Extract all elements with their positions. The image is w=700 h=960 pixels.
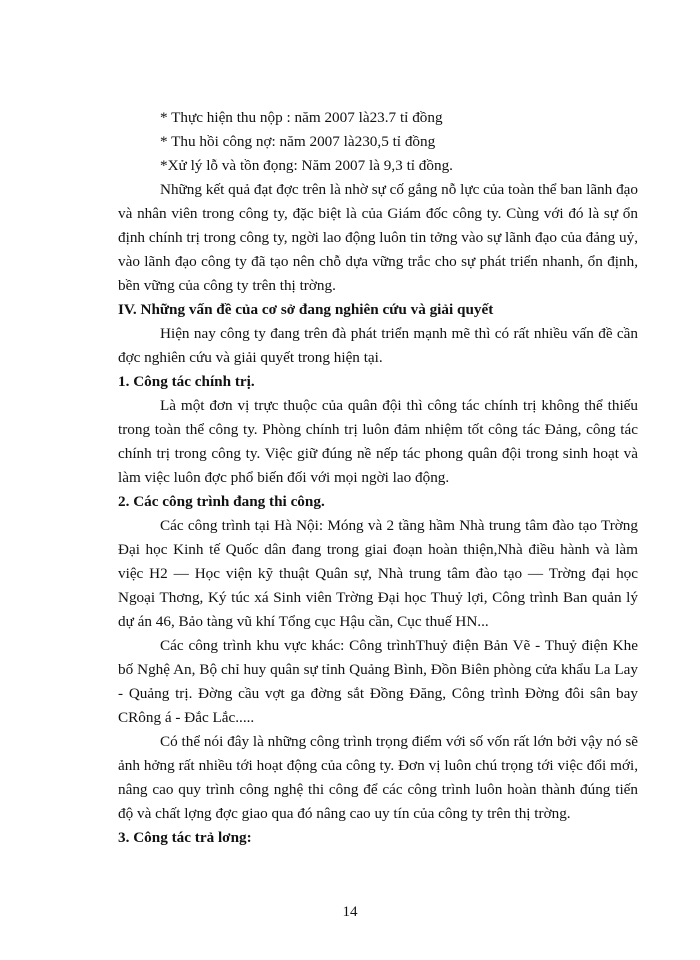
document-body — [118, 106, 638, 850]
paragraph-political-work: Là một đơn vị trực thuộc của quân đội thì công tác chính trị không thể thiếu trong toàn thể công ty. Phòng chính trị luôn đảm nhiệm tốt công tác Đảng, công tác chính trị trong công ty. Việc giữ đúng nề nếp tác phong quân đội trong sinh hoạt và làm việc luôn đợc phổ biến đối với mọi ngời lao động. — [118, 397, 638, 486]
page-number: 14 — [342, 904, 358, 920]
paragraph-results: Những kết quả đạt đợc trên là nhờ sự cố gắng nỗ lực của toàn thể ban lãnh đạo và nhân viên trong công ty, đặc biệt là của Giám đốc công ty. Cùng với đó là sự ổn định chính trị trong công ty, ngời lao động luôn tin tởng vào sự lãnh đạo của đảng uỷ, vào lãnh đạo công ty đã tạo nên chỗ dựa vững trắc cho sự phát triển nhanh, ổn định, bền vững của công ty trên thị trờng. — [118, 181, 638, 294]
heading-section-iv: IV. Những vấn đề của cơ sở đang nghiên cứu và giải quyết — [118, 301, 494, 318]
paragraph-other-projects: Các công trình khu vực khác: Công trìnhThuỷ điện Bản Vẽ - Thuỷ điện Khe bố Nghệ An, Bộ chỉ huy quân sự tỉnh Quảng Bình, Đồn Biên phòng cửa khẩu La Lay - Quảng trị. Đờng cầu vợt ga đờng sắt Đồng Đăng, Công trình Đờng đôi sân bay CRông á - Đắc Lắc..... — [118, 637, 638, 726]
paragraph-section-iv: Hiện nay công ty đang trên đà phát triển mạnh mẽ thì có rất nhiều vấn đề cần đợc nghiên cứu và giải quyết trong hiện tại. — [118, 325, 638, 366]
paragraph-key-projects: Có thể nói đây là những công trình trọng điểm với số vốn rất lớn bởi vậy nó sẽ ảnh hởng rất nhiều tới hoạt động của công ty. Đơn vị luôn chú trọng tới việc đổi mới, nâng cao quy trình công nghệ thi công để các công trình luôn hoàn thành đúng tiến độ và chất lợng đợc giao qua đó nâng cao uy tín của công ty trên thị trờng. — [118, 733, 638, 822]
heading-political-work: 1. Công tác chính trị. — [118, 373, 255, 390]
bullet-debt-recovery: * Thu hồi công nợ: năm 2007 là230,5 tỉ đồng — [160, 133, 436, 150]
bullet-loss-handling: *Xử lý lỗ và tồn đọng: Năm 2007 là 9,3 tỉ đồng. — [160, 157, 453, 174]
paragraph-hanoi-projects: Các công trình tại Hà Nội: Móng và 2 tầng hầm Nhà trung tâm đào tạo Trờng Đại học Kinh tế Quốc dân đang trong giai đoạn hoàn thiện,Nhà điều hành và làm việc H2 — Học viện kỹ thuật Quân sự, Nhà trung tâm đào tạo — Trờng đại học Ngoại Thơng, Ký túc xá Sinh viên Trờng Đại học Thuỷ lợi, Công trình Ban quản lý dự án 46, Bảo tàng vũ khí Tổng cục Hậu cần, Cục thuế HN... — [118, 517, 638, 630]
heading-construction-projects: 2. Các công trình đang thi công. — [118, 493, 325, 510]
heading-salary-work: 3. Công tác trả lơng: — [118, 829, 252, 846]
bullet-collection: * Thực hiện thu nộp : năm 2007 là23.7 tỉ đồng — [160, 109, 443, 126]
